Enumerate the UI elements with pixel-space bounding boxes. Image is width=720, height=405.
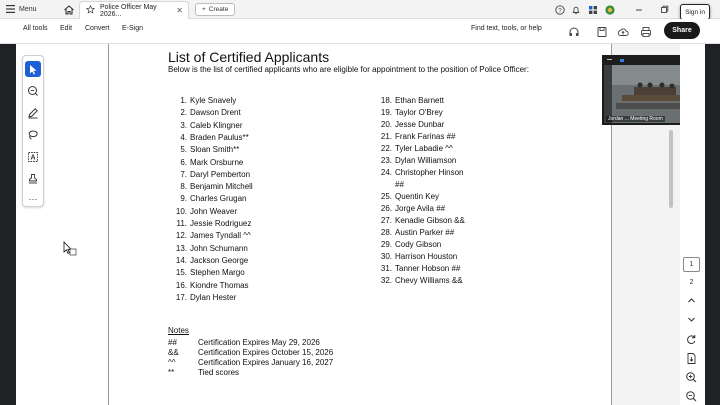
applicant-name: Kiondre Thomas bbox=[190, 280, 249, 290]
quick-tools-rail bbox=[22, 55, 44, 207]
list-item bbox=[376, 264, 461, 275]
list-item bbox=[376, 96, 444, 107]
list-item-number: 27. bbox=[380, 216, 392, 225]
list-item bbox=[376, 120, 445, 131]
close-icon[interactable]: ✕ bbox=[176, 6, 183, 15]
note-symbol: && bbox=[168, 348, 179, 357]
list-item-number: 29. bbox=[380, 240, 392, 249]
applicant-name: Tyler Labadie ^^ bbox=[395, 144, 453, 153]
list-item-number: 30. bbox=[380, 252, 392, 261]
list-item bbox=[171, 280, 249, 292]
list-item-number: 7. bbox=[180, 169, 187, 179]
list-item bbox=[376, 204, 446, 215]
list-item-number: 23. bbox=[380, 156, 392, 165]
list-item bbox=[171, 132, 249, 144]
list-item-number: 10. bbox=[175, 206, 187, 216]
apps-icon[interactable] bbox=[587, 2, 599, 17]
note-row bbox=[168, 338, 320, 347]
document-scrollbar[interactable] bbox=[669, 130, 673, 208]
menu-all-tools[interactable]: All tools bbox=[23, 25, 48, 32]
app-toolbar bbox=[0, 19, 720, 44]
applicant-name: Frank Farinas ## bbox=[395, 132, 456, 141]
applicant-name: Jesse Dunbar bbox=[395, 120, 445, 129]
list-item bbox=[376, 144, 453, 155]
list-item bbox=[376, 276, 463, 287]
draw-pen-icon[interactable] bbox=[25, 105, 41, 121]
list-item-number: 21. bbox=[380, 132, 392, 141]
upload-cloud-icon[interactable] bbox=[617, 25, 629, 37]
applicant-name: Braden Paulus** bbox=[190, 132, 249, 142]
list-item bbox=[376, 156, 457, 167]
list-item bbox=[171, 169, 251, 181]
applicant-name: Caleb Klingner bbox=[190, 120, 243, 130]
create-button[interactable] bbox=[195, 3, 235, 16]
zoom-in-icon[interactable] bbox=[685, 371, 698, 384]
list-item bbox=[171, 255, 249, 267]
menu-label: Menu bbox=[19, 6, 37, 13]
applicant-name: Taylor O'Brey bbox=[395, 108, 443, 117]
list-item-number: 26. bbox=[380, 204, 392, 213]
list-item-number: 18. bbox=[380, 96, 392, 105]
applicant-name: Quentin Key bbox=[395, 192, 440, 201]
menu-edit[interactable]: Edit bbox=[60, 25, 73, 32]
applicant-name: John Schumann bbox=[190, 243, 248, 253]
save-icon[interactable] bbox=[596, 25, 608, 37]
list-item bbox=[376, 180, 404, 191]
star-icon[interactable] bbox=[86, 5, 95, 16]
list-item bbox=[171, 206, 237, 218]
note-row bbox=[168, 348, 333, 357]
list-item bbox=[171, 243, 248, 255]
svg-text:?: ? bbox=[558, 7, 562, 14]
freehand-lasso-icon[interactable] bbox=[25, 127, 41, 143]
applicant-name: Kyle Snavely bbox=[190, 96, 237, 105]
list-item bbox=[171, 219, 252, 230]
share-button[interactable]: Share bbox=[664, 22, 700, 39]
list-item bbox=[376, 228, 455, 239]
help-icon[interactable] bbox=[554, 2, 566, 17]
list-item-number: 32. bbox=[380, 276, 392, 285]
list-item-number: 4. bbox=[180, 132, 187, 142]
list-item bbox=[171, 292, 237, 304]
right-rail bbox=[680, 44, 705, 405]
applicant-name: Christopher Hinson bbox=[395, 168, 464, 177]
text-box-icon[interactable] bbox=[25, 149, 41, 165]
page-extract-icon[interactable] bbox=[685, 352, 698, 365]
stamp-icon[interactable] bbox=[25, 171, 41, 187]
list-item bbox=[376, 216, 465, 227]
list-item bbox=[376, 168, 464, 179]
applicant-name: Harrison Houston bbox=[395, 252, 458, 261]
list-item-number: 11. bbox=[176, 219, 187, 228]
applicant-name: Tanner Hobson ## bbox=[395, 264, 461, 273]
page-thumb-2[interactable]: 2 bbox=[689, 279, 694, 286]
comment-icon[interactable] bbox=[25, 83, 41, 99]
applicant-name: Charles Grugan bbox=[190, 194, 247, 204]
list-item bbox=[171, 145, 240, 156]
list-item bbox=[376, 192, 440, 203]
list-item bbox=[171, 194, 247, 205]
list-item bbox=[171, 96, 237, 107]
print-icon[interactable] bbox=[640, 25, 652, 37]
applicant-name: Stephen Margo bbox=[190, 268, 245, 278]
note-symbol: ** bbox=[168, 368, 175, 377]
headphones-icon[interactable] bbox=[568, 25, 580, 37]
list-item-number: 13. bbox=[175, 243, 187, 253]
applicant-name: Austin Parker ## bbox=[395, 228, 455, 237]
rotate-icon[interactable] bbox=[685, 333, 698, 346]
list-item bbox=[376, 240, 442, 251]
list-item bbox=[171, 231, 251, 242]
applicant-name: Jackson George bbox=[190, 255, 249, 265]
avatar[interactable] bbox=[604, 2, 616, 17]
list-item-number: 25. bbox=[380, 192, 392, 201]
list-item bbox=[376, 252, 458, 263]
note-text: Certification Expires January 16, 2027 bbox=[198, 358, 334, 367]
notes-heading: Notes bbox=[168, 326, 189, 335]
zoom-out-icon[interactable] bbox=[685, 390, 698, 403]
applicant-list-right bbox=[376, 96, 576, 296]
mouse-cursor-icon bbox=[63, 241, 77, 257]
page-thumb-1[interactable]: 1 bbox=[683, 257, 700, 272]
applicant-name: John Weaver bbox=[190, 206, 237, 216]
menu-button[interactable] bbox=[6, 2, 37, 17]
list-item bbox=[171, 182, 253, 193]
more-tools-icon[interactable]: ··· bbox=[28, 194, 38, 204]
list-item bbox=[171, 120, 243, 132]
applicant-list-left bbox=[171, 96, 371, 302]
applicant-name: Benjamin Mitchell bbox=[190, 182, 253, 192]
chevron-down-icon[interactable] bbox=[685, 313, 698, 326]
applicant-name: Sloan Smith** bbox=[190, 145, 240, 155]
note-symbol: ## bbox=[168, 338, 177, 347]
applicant-name: ## bbox=[395, 180, 404, 189]
list-item-number: 3. bbox=[180, 120, 187, 130]
applicant-name: Cody Gibson bbox=[395, 240, 442, 249]
menu-esign[interactable]: E-Sign bbox=[122, 25, 144, 32]
applicant-name: James Tyndall ^^ bbox=[190, 231, 251, 241]
list-item-number: 6. bbox=[180, 157, 187, 167]
applicant-name: Ethan Barnett bbox=[395, 96, 444, 105]
list-item-number: 5. bbox=[180, 145, 187, 155]
applicant-name: Dawson Drent bbox=[190, 108, 241, 118]
applicant-name: Dylan Hester bbox=[190, 292, 237, 302]
list-item bbox=[171, 157, 244, 169]
chevron-up-icon[interactable] bbox=[685, 294, 698, 307]
applicant-name: Daryl Pemberton bbox=[190, 169, 251, 179]
select-pointer-icon[interactable] bbox=[25, 61, 41, 77]
maximize-icon[interactable] bbox=[658, 2, 670, 17]
list-item-number: 15. bbox=[175, 268, 187, 278]
applicant-name: Jorge Avila ## bbox=[395, 204, 446, 213]
sign-in-button[interactable]: Sign in bbox=[680, 4, 710, 20]
applicant-name: Kenadie Gibson && bbox=[395, 216, 465, 225]
find-tools-search[interactable]: Find text, tools, or help bbox=[471, 25, 542, 32]
list-item-number: 2. bbox=[180, 108, 187, 118]
list-item-number: 31. bbox=[380, 264, 392, 273]
left-frame-edge bbox=[0, 44, 16, 405]
note-text: Tied scores bbox=[198, 368, 240, 377]
list-item-number: 1. bbox=[180, 96, 187, 105]
list-item-number: 14. bbox=[175, 255, 187, 265]
tab-title: Police Officer May 2026... bbox=[100, 3, 157, 18]
right-frame-edge bbox=[705, 44, 720, 405]
applicant-name: Mark Orsburne bbox=[190, 157, 244, 167]
bell-icon[interactable] bbox=[570, 2, 582, 17]
list-item-number: 8. bbox=[180, 182, 187, 192]
list-item-number: 9. bbox=[180, 194, 187, 204]
list-item-number: 20. bbox=[380, 120, 392, 129]
create-label: Create bbox=[208, 6, 229, 13]
applicant-name: Jessie Rodriguez bbox=[190, 219, 252, 228]
list-item bbox=[376, 108, 443, 119]
plus-icon: + bbox=[202, 6, 206, 13]
list-item-number: 16. bbox=[175, 280, 187, 290]
applicant-name: Chevy Williams && bbox=[395, 276, 463, 285]
note-symbol: ^^ bbox=[168, 358, 176, 367]
note-row bbox=[168, 358, 333, 367]
list-item-number: 19. bbox=[380, 108, 392, 117]
list-item-number: 22. bbox=[380, 144, 392, 153]
minimize-icon[interactable] bbox=[633, 2, 645, 17]
svg-text:A: A bbox=[30, 154, 36, 162]
note-row bbox=[168, 368, 239, 377]
list-item-number: 17. bbox=[175, 292, 187, 302]
list-item-number: 12. bbox=[175, 231, 187, 241]
list-item-number: 24. bbox=[380, 168, 392, 177]
intro-paragraph: Below is the list of certified applicants who are eligible for appointment to the position of Police Officer: bbox=[168, 65, 529, 74]
list-item bbox=[171, 268, 245, 279]
list-item bbox=[171, 108, 241, 119]
note-text: Certification Expires May 29, 2026 bbox=[198, 338, 320, 347]
page-title: List of Certified Applicants bbox=[168, 49, 330, 65]
document-page bbox=[108, 44, 612, 405]
video-caption: Jordan ... Meeting Room bbox=[608, 116, 663, 122]
applicant-name: Dylan Williamson bbox=[395, 156, 457, 165]
browser-tab-bar bbox=[0, 0, 720, 19]
list-item bbox=[376, 132, 456, 143]
tab-document[interactable] bbox=[79, 1, 189, 19]
note-text: Certification Expires October 15, 2026 bbox=[198, 348, 334, 357]
hamburger-icon bbox=[6, 5, 15, 15]
menu-convert[interactable]: Convert bbox=[85, 25, 110, 32]
home-icon[interactable] bbox=[63, 3, 75, 15]
list-item-number: 28. bbox=[380, 228, 392, 237]
